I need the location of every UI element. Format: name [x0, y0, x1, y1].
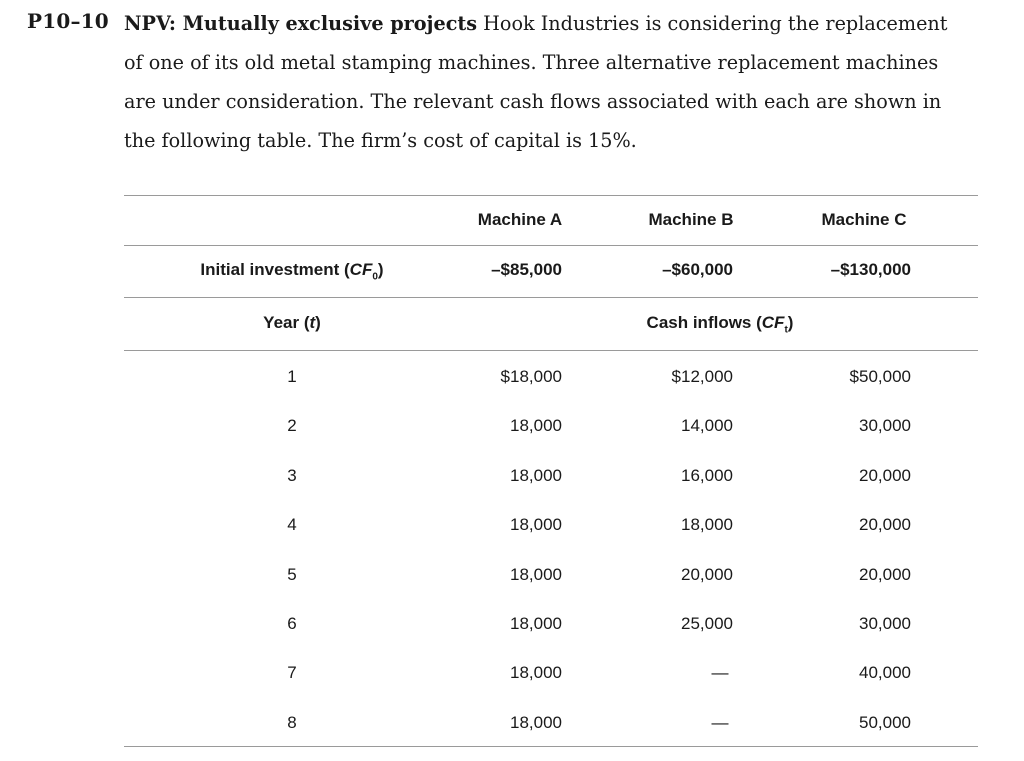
- machine-a-cell: 18,000: [510, 416, 562, 435]
- machine-a-cell: 18,000: [510, 614, 562, 633]
- machine-b-cell: 20,000: [681, 565, 733, 584]
- machine-a-cell: 18,000: [510, 713, 562, 732]
- year-cell: 5: [287, 565, 297, 584]
- machine-c-cell: 40,000: [859, 663, 911, 682]
- machine-b-cell: 25,000: [681, 614, 733, 633]
- machine-b-cell: 16,000: [681, 466, 733, 485]
- year-cell: 8: [287, 713, 297, 732]
- initial-investment-label: Initial investment $(CF_0)$: [200, 260, 384, 283]
- machine-b-cell: $12,000: [671, 367, 733, 386]
- year-cell: 3: [287, 466, 297, 485]
- col-header-machine-c: Machine C: [821, 210, 907, 229]
- year-header: Year (t): [263, 313, 321, 332]
- col-header-machine-a: Machine A: [477, 210, 563, 229]
- table-top-rule: [124, 195, 978, 196]
- year-cell: 2: [287, 416, 297, 435]
- table-bottom-rule: [124, 746, 978, 747]
- initial-investment-a: –$85,000: [491, 260, 562, 279]
- machine-c-cell: 20,000: [859, 466, 911, 485]
- machine-c-cell: $50,000: [849, 367, 911, 386]
- investment-rule: [124, 297, 978, 298]
- year-cell: 6: [287, 614, 297, 633]
- problem-title: NPV: Mutually exclusive projects: [124, 12, 478, 35]
- year-cell: 1: [287, 367, 297, 386]
- machine-c-cell: 30,000: [859, 614, 911, 633]
- initial-investment-c: –$130,000: [830, 260, 911, 279]
- machine-b-cell: —: [711, 663, 729, 682]
- machine-c-cell: 30,000: [859, 416, 911, 435]
- machine-a-cell: 18,000: [510, 466, 562, 485]
- year-cell: 4: [287, 515, 297, 534]
- machine-a-cell: 18,000: [510, 663, 562, 682]
- machine-b-cell: 14,000: [681, 416, 733, 435]
- machine-c-cell: 50,000: [859, 713, 911, 732]
- problem-number: P10–10: [27, 9, 109, 33]
- header-rule: [124, 245, 978, 246]
- machine-a-cell: 18,000: [510, 515, 562, 534]
- cash-inflows-header: Cash inflows $(CF_t)$: [646, 313, 794, 336]
- problem-text: [124, 4, 954, 160]
- machine-a-cell: 18,000: [510, 565, 562, 584]
- machine-b-cell: 18,000: [681, 515, 733, 534]
- year-cell: 7: [287, 663, 297, 682]
- machine-b-cell: —: [711, 713, 729, 732]
- machine-c-cell: 20,000: [859, 565, 911, 584]
- section-rule: [124, 350, 978, 351]
- col-header-machine-b: Machine B: [648, 210, 734, 229]
- problem-body: Hook Industries is considering the replacement of one of its old metal stamping machines. Three alternative replacement machines are under consideration. The relevant cash flows associated with each are shown in the following table. The firm’s cost of capital is 15%.: [124, 12, 948, 152]
- machine-c-cell: 20,000: [859, 515, 911, 534]
- machine-a-cell: $18,000: [500, 367, 562, 386]
- initial-investment-b: –$60,000: [662, 260, 733, 279]
